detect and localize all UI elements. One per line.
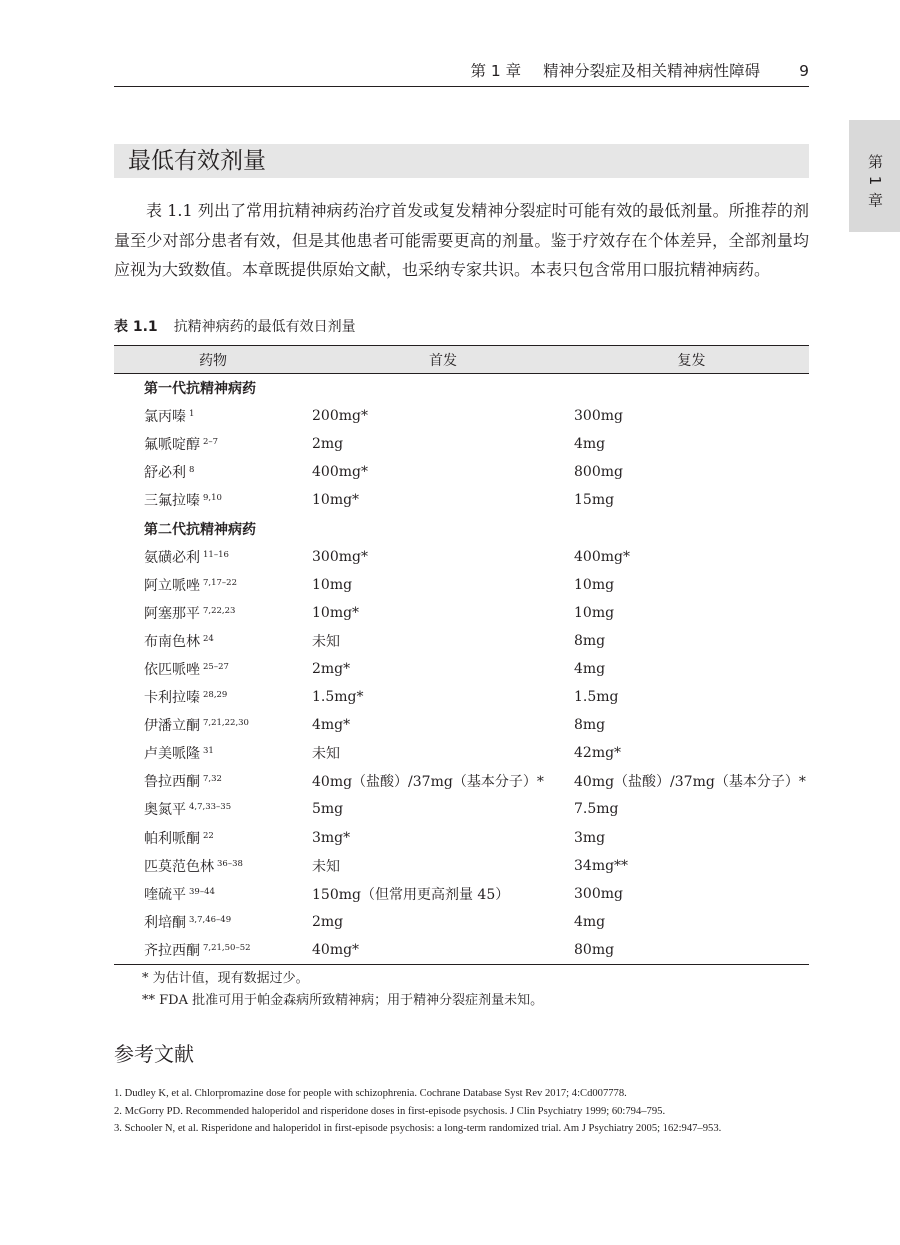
relapse-dose: 4mg bbox=[574, 660, 606, 677]
drug-cell bbox=[114, 486, 312, 514]
drug-cell bbox=[114, 908, 312, 936]
table-row bbox=[114, 402, 809, 430]
drug-cell bbox=[114, 571, 312, 599]
table-row bbox=[114, 767, 809, 795]
first-episode-dose: 10mg* bbox=[312, 492, 360, 509]
drug-name: 利培酮 bbox=[144, 914, 186, 931]
drug-cell bbox=[114, 824, 312, 852]
first-episode-dose: 2mg* bbox=[312, 660, 351, 677]
first-episode-dose: 200mg* bbox=[312, 408, 368, 425]
relapse-dose: 8mg bbox=[574, 632, 606, 649]
table-row bbox=[114, 824, 809, 852]
drug-name: 三氟拉嗪 bbox=[144, 493, 200, 510]
drug-name: 舒必利 bbox=[144, 465, 186, 482]
relapse-dose: 1.5mg bbox=[574, 689, 619, 706]
drug-name: 氟哌啶醇 bbox=[144, 437, 200, 454]
relapse-dose: 3mg bbox=[574, 829, 606, 846]
reference-item: 2. McGorry PD. Recommended haloperidol and risperidone doses in first-episode psychosis. J Clin Psychiatry 1999; 60:794–795. bbox=[114, 1105, 666, 1117]
reference-item: 1. Dudley K, et al. Chlorpromazine dose for people with schizophrenia. Cochrane Database Syst Rev 2017; 4:Cd007778. bbox=[114, 1088, 627, 1099]
drug-cell bbox=[114, 711, 312, 739]
drug-name: 奥氮平 bbox=[144, 802, 186, 819]
table-notes bbox=[142, 968, 543, 1012]
drug-name: 喹硫平 bbox=[144, 886, 186, 903]
reference-superscript: 11–16 bbox=[203, 549, 229, 560]
table-header-row bbox=[114, 346, 809, 374]
table-row bbox=[114, 795, 809, 823]
table-row bbox=[114, 936, 809, 965]
drug-name: 依匹哌唑 bbox=[144, 661, 200, 678]
relapse-dose: 80mg bbox=[574, 936, 809, 965]
reference-superscript: 9,10 bbox=[203, 493, 222, 504]
table-row bbox=[114, 908, 809, 936]
drug-cell bbox=[114, 627, 312, 655]
drug-cell bbox=[114, 795, 312, 823]
relapse-dose: 400mg* bbox=[574, 548, 630, 565]
chapter-side-tab bbox=[849, 120, 900, 232]
drug-cell bbox=[114, 543, 312, 571]
drug-name: 匹莫范色林 bbox=[144, 858, 214, 875]
drug-name: 伊潘立酮 bbox=[144, 718, 200, 735]
drug-cell bbox=[114, 655, 312, 683]
first-episode-dose: 40mg（盐酸）/37mg（基本分子）* bbox=[312, 774, 544, 791]
reference-item: 3. Schooler N, et al. Risperidone and haloperidol in first-episode psychosis: a long-term randomized trial. Am J Psychiatry 2005; 162:947–953. bbox=[114, 1123, 722, 1134]
reference-superscript: 7,32 bbox=[203, 774, 222, 785]
reference-superscript: 39–44 bbox=[189, 886, 215, 897]
relapse-dose: 800mg bbox=[574, 464, 623, 481]
page-number: 9 bbox=[799, 62, 809, 80]
table-row bbox=[114, 430, 809, 458]
table-caption-text: 抗精神病药的最低有效日剂量 bbox=[173, 319, 356, 335]
drug-cell bbox=[114, 936, 312, 965]
side-tab-label: 第 1 章 bbox=[866, 154, 884, 209]
table-row bbox=[114, 543, 809, 571]
relapse-dose: 4mg bbox=[574, 913, 606, 930]
drug-cell bbox=[114, 852, 312, 880]
first-episode-dose: 4mg* bbox=[312, 717, 351, 734]
drug-name: 布南色林 bbox=[144, 633, 200, 650]
first-episode-dose: 1.5mg* bbox=[312, 689, 364, 706]
table-row bbox=[114, 739, 809, 767]
reference-superscript: 28,29 bbox=[203, 690, 228, 701]
reference-list bbox=[114, 1085, 809, 1138]
first-episode-dose: 3mg* bbox=[312, 829, 351, 846]
relapse-dose: 8mg bbox=[574, 717, 606, 734]
drug-cell bbox=[114, 458, 312, 486]
relapse-dose: 4mg bbox=[574, 436, 606, 453]
table-group-row bbox=[114, 514, 809, 542]
drug-cell bbox=[114, 739, 312, 767]
first-episode-dose: 2mg bbox=[312, 436, 344, 453]
table-caption bbox=[114, 317, 356, 337]
first-episode-dose: 未知 bbox=[312, 858, 340, 875]
table-note: * 为估计值，现有数据过少。 bbox=[142, 971, 309, 986]
drug-name: 阿塞那平 bbox=[144, 605, 200, 622]
reference-superscript: 2–7 bbox=[203, 437, 219, 448]
relapse-dose: 300mg bbox=[574, 408, 623, 425]
drug-cell bbox=[114, 767, 312, 795]
group-title: 第一代抗精神病药 bbox=[144, 381, 256, 398]
intro-paragraph: 表 1.1 列出了常用抗精神病药治疗首发或复发精神分裂症时可能有效的最低剂量。所推荐的剂量至少对部分患者有效，但是其他患者可能需要更高的剂量。鉴于疗效存在个体差异，全部剂量均应视为大致数值。本章既提供原始文献，也采纳专家共识。本表只包含常用口服抗精神病药。 bbox=[114, 201, 809, 279]
first-episode-dose: 5mg bbox=[312, 801, 344, 818]
drug-name: 阿立哌唑 bbox=[144, 577, 200, 594]
reference-superscript: 22 bbox=[203, 830, 214, 841]
first-episode-dose: 400mg* bbox=[312, 464, 368, 481]
relapse-dose: 10mg bbox=[574, 576, 615, 593]
reference-superscript: 36–38 bbox=[217, 858, 243, 869]
table-row bbox=[114, 655, 809, 683]
running-header bbox=[114, 58, 809, 87]
table-row bbox=[114, 880, 809, 908]
relapse-dose: 10mg bbox=[574, 604, 615, 621]
column-header-relapse: 复发 bbox=[574, 346, 809, 374]
relapse-dose: 40mg（盐酸）/37mg（基本分子）* bbox=[574, 774, 806, 791]
reference-superscript: 7,22,23 bbox=[203, 605, 236, 616]
table-caption-number: 表 1.1 bbox=[114, 319, 158, 335]
relapse-dose: 15mg bbox=[574, 492, 615, 509]
drug-cell bbox=[114, 683, 312, 711]
table-row bbox=[114, 599, 809, 627]
first-episode-dose: 未知 bbox=[312, 746, 340, 763]
header-chapter: 第 1 章 bbox=[470, 62, 522, 80]
first-episode-dose: 10mg bbox=[312, 576, 353, 593]
references-title: 参考文献 bbox=[114, 1042, 194, 1066]
table-row bbox=[114, 458, 809, 486]
column-header-drug: 药物 bbox=[114, 346, 312, 374]
table-group-row bbox=[114, 374, 809, 403]
table-row bbox=[114, 571, 809, 599]
table-row bbox=[114, 627, 809, 655]
reference-superscript: 25–27 bbox=[203, 661, 229, 672]
relapse-dose: 42mg* bbox=[574, 745, 622, 762]
dose-table bbox=[114, 345, 809, 965]
section-title: 最低有效剂量 bbox=[128, 148, 266, 174]
header-title: 精神分裂症及相关精神病性障碍 bbox=[543, 62, 761, 80]
reference-superscript: 7,21,22,30 bbox=[203, 718, 249, 729]
drug-name: 齐拉西酮 bbox=[144, 942, 200, 959]
drug-cell bbox=[114, 599, 312, 627]
relapse-dose: 7.5mg bbox=[574, 801, 619, 818]
drug-cell bbox=[114, 430, 312, 458]
table-row bbox=[114, 711, 809, 739]
first-episode-dose: 40mg* bbox=[312, 936, 574, 965]
first-episode-dose: 2mg bbox=[312, 913, 344, 930]
drug-cell bbox=[114, 880, 312, 908]
reference-superscript: 24 bbox=[203, 633, 214, 644]
reference-superscript: 4,7,33–35 bbox=[189, 802, 232, 813]
first-episode-dose: 10mg* bbox=[312, 604, 360, 621]
drug-name: 氨磺必利 bbox=[144, 549, 200, 566]
table-row bbox=[114, 683, 809, 711]
first-episode-dose: 未知 bbox=[312, 633, 340, 650]
reference-superscript: 31 bbox=[203, 746, 214, 757]
reference-superscript: 7,21,50–52 bbox=[203, 942, 251, 953]
first-episode-dose: 300mg* bbox=[312, 548, 368, 565]
reference-superscript: 1 bbox=[189, 409, 195, 420]
reference-superscript: 7,17–22 bbox=[203, 577, 237, 588]
group-title: 第二代抗精神病药 bbox=[144, 521, 256, 538]
relapse-dose: 300mg bbox=[574, 885, 623, 902]
table-body bbox=[114, 374, 809, 965]
drug-name: 鲁拉西酮 bbox=[144, 774, 200, 791]
drug-name: 卡利拉嗪 bbox=[144, 690, 200, 707]
column-header-first-episode: 首发 bbox=[312, 346, 574, 374]
drug-name: 卢美哌隆 bbox=[144, 746, 200, 763]
relapse-dose: 34mg** bbox=[574, 857, 629, 874]
table-row bbox=[114, 852, 809, 880]
drug-name: 帕利哌酮 bbox=[144, 830, 200, 847]
table-row bbox=[114, 486, 809, 514]
first-episode-dose: 150mg（但常用更高剂量 45） bbox=[312, 886, 510, 903]
section-heading-bar bbox=[114, 144, 809, 178]
drug-name: 氯丙嗪 bbox=[144, 409, 186, 426]
reference-superscript: 3,7,46–49 bbox=[189, 914, 232, 925]
reference-superscript: 8 bbox=[189, 465, 195, 476]
drug-cell bbox=[114, 402, 312, 430]
table-note: ** FDA 批准可用于帕金森病所致精神病；用于精神分裂症剂量未知。 bbox=[142, 993, 544, 1008]
